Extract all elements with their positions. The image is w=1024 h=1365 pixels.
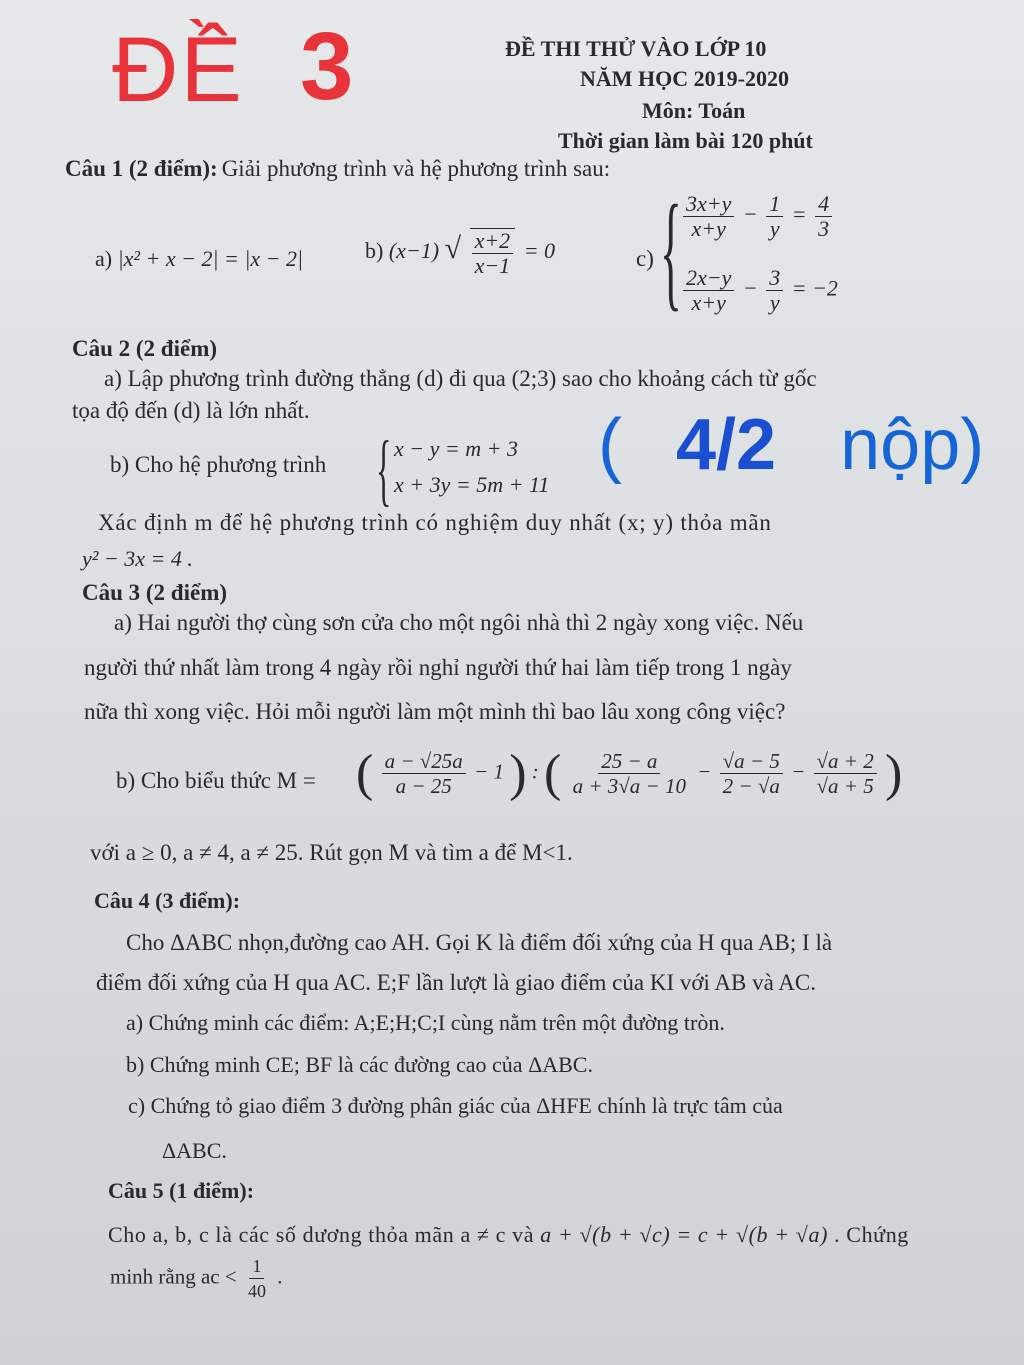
- m-f1-den: a − 25: [395, 774, 452, 798]
- cau5-den: 40: [247, 1281, 266, 1301]
- c2-n2: 3: [766, 266, 783, 291]
- cau1-intro: Giải phương trình và hệ phương trình sau:: [221, 156, 611, 181]
- cau2-b-eq2: x + 3y = 5m + 11: [394, 472, 550, 497]
- m-f4-num: √a + 2: [814, 749, 877, 774]
- cau5-line1-expr: a + √(b + √c) = c + √(b + √a): [540, 1222, 828, 1247]
- annotation-word: nộp): [840, 405, 985, 485]
- c1-mid: −: [742, 201, 758, 227]
- cau4-line2: điểm đối xứng của H qua AC. E;F lần lượt là giao điểm của KI với AB và AC.: [96, 970, 816, 995]
- sqrt-symbol: √: [444, 232, 462, 266]
- paren-close: ): [509, 745, 527, 802]
- school-year: NĂM HỌC 2019-2020: [580, 66, 789, 91]
- c1-n2: 1: [766, 192, 783, 217]
- cau5-title: Câu 5 (1 điểm):: [108, 1178, 255, 1203]
- m-f3-num: √a − 5: [720, 749, 783, 774]
- cau2-b-intro: b) Cho hệ phương trình: [110, 452, 327, 477]
- cau5-line1-post: . Chứng: [834, 1222, 909, 1247]
- cau1-title: Câu 1 (2 điểm):: [65, 156, 218, 181]
- cau4-line1: Cho ΔABC nhọn,đường cao AH. Gọi K là điểm đối xứng của H qua AB; I là: [126, 930, 833, 955]
- paren-open: (: [356, 745, 374, 802]
- deadline-annotation: [598, 404, 984, 486]
- m-minus-2: −: [791, 759, 806, 784]
- cau4-title: Câu 4 (3 điểm):: [94, 888, 241, 913]
- m-colon: :: [531, 759, 539, 784]
- cau1-b-fraction: [470, 228, 516, 278]
- cau2-a-line2: tọa độ đến (d) là lớn nhất.: [72, 398, 310, 423]
- cau3-b-conditions: với a ≥ 0, a ≠ 4, a ≠ 25. Rút gọn M và tìm a để M<1.: [90, 840, 573, 865]
- cau3-title: Câu 3 (2 điểm): [82, 580, 228, 605]
- cau5-num: 1: [249, 1254, 264, 1279]
- cau1-c-label: c): [636, 246, 654, 271]
- cau1-a-label: a): [95, 246, 113, 271]
- time-limit: Thời gian làm bài 120 phút: [558, 128, 813, 153]
- m-minus-1: −: [697, 759, 712, 784]
- cau2-b-line2: y² − 3x = 4 .: [82, 546, 193, 571]
- cau3-b-expression: [356, 744, 902, 803]
- m-f1-num: a − √25a: [382, 749, 466, 774]
- cau1-a-expr: |x² + x − 2| = |x − 2|: [117, 246, 304, 271]
- cau3-a-line2: người thứ nhất làm trong 4 ngày rồi nghỉ người thứ hai làm tiếp trong 1 ngày: [84, 655, 792, 680]
- subject: Môn: Toán: [642, 98, 746, 123]
- m-f2-den: a + 3√a − 10: [572, 774, 686, 798]
- de-label: ĐỀ: [112, 19, 244, 121]
- cau4-a: a) Chứng minh các điểm: A;E;H;C;I cùng nằm trên một đường tròn.: [126, 1010, 725, 1035]
- c2-eq: = −2: [791, 275, 838, 301]
- cau4-b: b) Chứng minh CE; BF là các đường cao của ΔABC.: [126, 1052, 593, 1077]
- cau1-b: [365, 228, 555, 278]
- de-number: 3: [300, 13, 354, 120]
- cau4-c-line1: c) Chứng tỏ giao điểm 3 đường phân giác của ΔHFE chính là trực tâm của: [128, 1093, 783, 1118]
- cau1-b-den: x−1: [474, 253, 511, 278]
- cau5-line2-post: .: [277, 1264, 283, 1289]
- cau5-line2-pre: minh rằng ac <: [110, 1264, 237, 1289]
- cau1-b-pre: (x−1): [388, 238, 440, 264]
- paren-close-2: ): [884, 745, 903, 802]
- cau2-a-line1: a) Lập phương trình đường thẳng (d) đi qua (2;3) sao cho khoảng cách từ gốc: [104, 366, 817, 391]
- c2-den: x+y: [691, 290, 726, 315]
- annotation-date: 4/2: [676, 405, 777, 485]
- cau1-c-eq2: [680, 266, 838, 315]
- m-f4-den: √a + 5: [816, 774, 874, 798]
- cau3-a-line1: a) Hai người thợ cùng sơn cửa cho một ngôi nhà thì 2 ngày xong việc. Nếu: [114, 610, 804, 635]
- cau2-b-eq1: x − y = m + 3: [394, 436, 518, 461]
- cau5-line1-pre: Cho a, b, c là các số dương thỏa mãn a ≠ c và: [108, 1222, 535, 1247]
- c1-num: 3x+y: [683, 192, 734, 217]
- m-f2-num: 25 − a: [598, 749, 660, 774]
- c1-d2: y: [769, 216, 780, 241]
- cau4-c-line2: ΔABC.: [162, 1138, 227, 1163]
- m-f3-den: 2 − √a: [722, 774, 780, 798]
- paren-open-2: (: [544, 745, 562, 802]
- cau5-line2: [110, 1254, 282, 1303]
- system-brace: {: [660, 179, 682, 323]
- c1-n3: 4: [815, 192, 832, 217]
- exam-title: ĐỀ THI THỬ VÀO LỚP 10: [505, 36, 767, 61]
- c2-num: 2x−y: [683, 266, 734, 291]
- cau2-b-line1: Xác định m để hệ phương trình có nghiệm duy nhất (x; y) thỏa mãn: [98, 510, 772, 535]
- cau1-a: [95, 246, 303, 272]
- c1-d3: 3: [818, 216, 830, 241]
- cau1-c-eq1: [680, 192, 835, 241]
- cau3-a-line3: nữa thì xong việc. Hỏi mỗi người làm một mình thì bao lâu xong công việc?: [84, 699, 786, 724]
- cau1-b-label: b): [365, 238, 384, 264]
- system-brace-2: {: [376, 426, 392, 514]
- cau1-b-post: = 0: [523, 238, 556, 264]
- annotation-open-paren: (: [598, 405, 622, 485]
- cau5-line1: [108, 1222, 909, 1248]
- cau3-b-intro: b) Cho biểu thức M =: [116, 768, 316, 793]
- cau1-b-num: x+2: [472, 229, 514, 254]
- c2-d2: y: [769, 290, 780, 315]
- cau2-title: Câu 2 (2 điểm): [72, 336, 218, 361]
- m-f1-post: − 1: [474, 759, 504, 784]
- c1-eq: =: [791, 201, 807, 227]
- c2-mid: −: [742, 275, 758, 301]
- c1-den: x+y: [691, 216, 726, 241]
- cau1-heading: [65, 156, 610, 182]
